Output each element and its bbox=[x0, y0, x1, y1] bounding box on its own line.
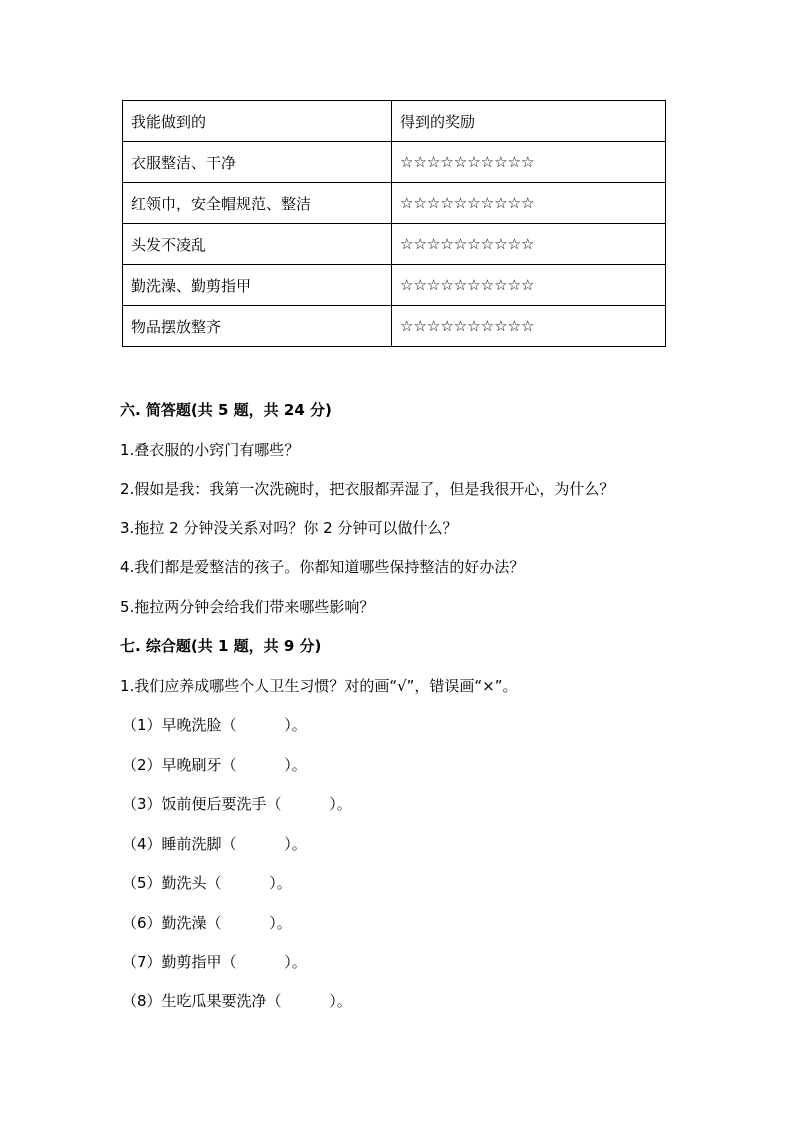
table-cell-item: 衣服整洁、干净 bbox=[123, 142, 392, 183]
habit-item: （6）勤洗澡（ ）。 bbox=[122, 914, 292, 932]
table-cell-item: 头发不凌乱 bbox=[123, 224, 392, 265]
habit-item: （5）勤洗头（ ）。 bbox=[122, 874, 292, 892]
table-cell-reward: ☆☆☆☆☆☆☆☆☆☆ bbox=[392, 142, 666, 183]
habit-item: （2）早晚刷牙（ ）。 bbox=[122, 756, 307, 774]
table-cell-reward: ☆☆☆☆☆☆☆☆☆☆ bbox=[392, 265, 666, 306]
table-header-cell: 我能做到的 bbox=[123, 101, 392, 142]
table-row bbox=[123, 142, 666, 183]
habit-item: （8）生吃瓜果要洗净（ ）。 bbox=[122, 992, 352, 1010]
table-header-row bbox=[123, 101, 666, 142]
question-item: 2.假如是我：我第一次洗碗时，把衣服都弄湿了，但是我很开心，为什么？ bbox=[120, 480, 615, 498]
table-cell-reward: ☆☆☆☆☆☆☆☆☆☆ bbox=[392, 224, 666, 265]
table-cell-item: 红领巾，安全帽规范、整洁 bbox=[123, 183, 392, 224]
table-row bbox=[123, 183, 666, 224]
table-cell-item: 勤洗澡、勤剪指甲 bbox=[123, 265, 392, 306]
table-cell-reward: ☆☆☆☆☆☆☆☆☆☆ bbox=[392, 306, 666, 347]
question-item: 5.拖拉两分钟会给我们带来哪些影响？ bbox=[120, 598, 375, 616]
habit-item: （4）睡前洗脚（ ）。 bbox=[122, 835, 307, 853]
section6-title: 六. 简答题(共 5 题，共 24 分) bbox=[120, 401, 332, 419]
section7-title: 七. 综合题(共 1 题，共 9 分) bbox=[120, 637, 322, 655]
table-row bbox=[123, 265, 666, 306]
habit-item: （7）勤剪指甲（ ）。 bbox=[122, 953, 307, 971]
table-cell-reward: ☆☆☆☆☆☆☆☆☆☆ bbox=[392, 183, 666, 224]
table-row bbox=[123, 306, 666, 347]
habit-item: （1）早晚洗脸（ ）。 bbox=[122, 716, 307, 734]
habit-item: （3）饭前便后要洗手（ ）。 bbox=[122, 795, 352, 813]
question-item: 3.拖拉 2 分钟没关系对吗？你 2 分钟可以做什么？ bbox=[120, 519, 458, 537]
question-item: 4.我们都是爱整洁的孩子。你都知道哪些保持整洁的好办法？ bbox=[120, 558, 525, 576]
question-item: 1.叠衣服的小窍门有哪些？ bbox=[120, 441, 300, 459]
reward-table bbox=[122, 100, 666, 347]
table-row bbox=[123, 224, 666, 265]
table-header-cell: 得到的奖励 bbox=[392, 101, 666, 142]
table-cell-item: 物品摆放整齐 bbox=[123, 306, 392, 347]
question-item: 1.我们应养成哪些个人卫生习惯？对的画“√”，错误画“×”。 bbox=[120, 677, 518, 695]
